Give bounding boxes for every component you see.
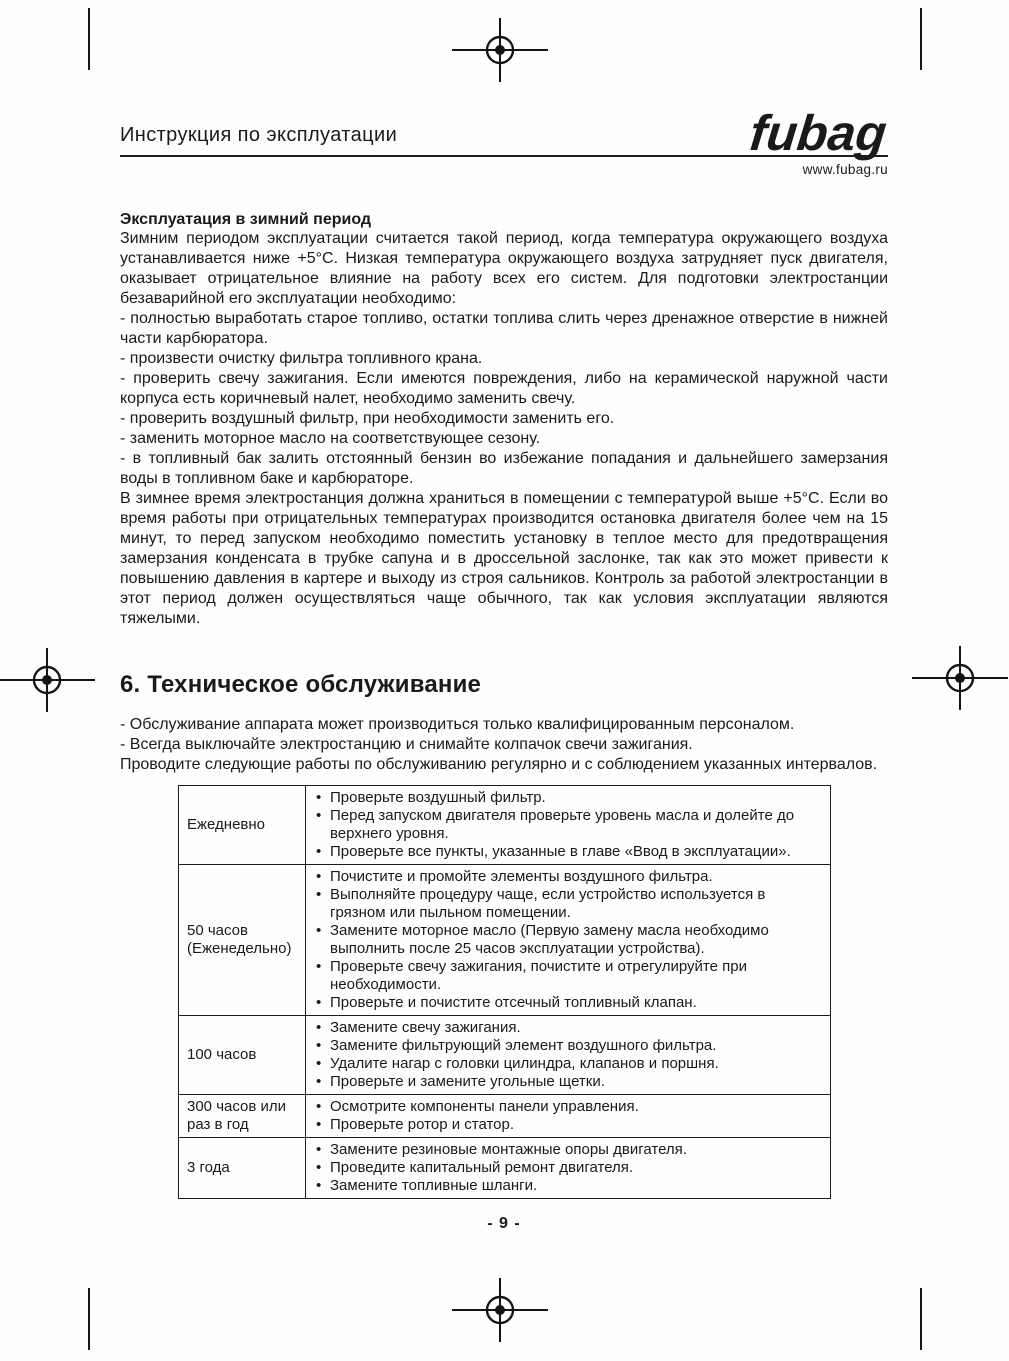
winter-paragraph: - проверить свечу зажигания. Если имеются повреждения, либо на керамической наружной части корпуса есть коричневый налет, необходимо заменить свечу.: [120, 369, 888, 407]
maintenance-table-body: [179, 785, 831, 1198]
page-number: - 9 -: [487, 1214, 521, 1232]
tasks-cell: [306, 785, 831, 864]
interval-cell: 50 часов (Еженедельно): [179, 864, 306, 1015]
winter-paragraph: - проверить воздушный фильтр, при необходимости заменить его.: [120, 409, 615, 427]
maintenance-intro: [120, 715, 888, 775]
maintenance-table-row: [179, 1094, 831, 1137]
maintenance-table-row: [179, 1137, 831, 1198]
winter-section-body: [120, 229, 888, 629]
task-item: • Почистите и промойте элементы воздушного фильтра.: [314, 868, 822, 886]
interval-cell: 300 часов или раз в год: [179, 1094, 306, 1137]
header: [120, 105, 890, 177]
registration-mark-left: [0, 648, 95, 712]
task-item: • Перед запуском двигателя проверьте уровень масла и долейте до верхнего уровня.: [314, 807, 822, 843]
maintenance-table-row: [179, 1015, 831, 1094]
tasks-cell: [306, 1015, 831, 1094]
task-item: • Проверьте воздушный фильтр.: [314, 789, 822, 807]
content-column: [120, 105, 890, 1233]
task-item: • Замените фильтрующий элемент воздушного фильтра.: [314, 1037, 822, 1055]
winter-paragraph: - заменить моторное масло на соответствующее сезону.: [120, 429, 541, 447]
task-item: • Выполняйте процедуру чаще, если устройство используется в грязном или пыльном помещении.: [314, 886, 822, 922]
tasks-cell: [306, 1094, 831, 1137]
winter-paragraph: - полностью выработать старое топливо, остатки топлива слить через дренажное отверстие в нижней части карбюратора.: [120, 309, 888, 347]
interval-cell: 3 года: [179, 1137, 306, 1198]
tasks-list: [314, 1098, 822, 1134]
registration-mark-bottom: [452, 1278, 548, 1342]
task-item: • Проверьте и замените угольные щетки.: [314, 1073, 822, 1091]
maintenance-table: [178, 785, 831, 1199]
maintenance-intro-line: Проводите следующие работы по обслуживанию регулярно и с соблюдением указанных интервалов.: [120, 755, 878, 773]
crop-mark-top-left: [88, 8, 90, 70]
task-item: • Проверьте и почистите отсечный топливный клапан.: [314, 994, 822, 1012]
tasks-cell: [306, 1137, 831, 1198]
maintenance-section-heading: 6. Техническое обслуживание: [120, 670, 482, 698]
task-item: • Удалите нагар с головки цилиндра, клапанов и поршня.: [314, 1055, 822, 1073]
winter-paragraph: - в топливный бак залить отстоянный бензин во избежание попадания и дальнейшего замерзания воды в топливном баке и карбюраторе.: [120, 449, 888, 487]
tasks-list: [314, 1141, 822, 1195]
maintenance-intro-line: - Всегда выключайте электростанцию и снимайте колпачок свечи зажигания.: [120, 735, 693, 753]
winter-paragraph: - произвести очистку фильтра топливного крана.: [120, 349, 483, 367]
winter-paragraph: Зимним периодом эксплуатации считается такой период, когда температура окружающего воздуха устанавливается ниже +5°С. Низкая температура окружающего воздуха затрудняет пуск двигателя, оказывает отрицательное влияние на работу всех его систем. Для подготовки электростанции безаварийной его эксплуатации необходимо:: [120, 229, 888, 307]
interval-cell: Ежедневно: [179, 785, 306, 864]
task-item: • Проверьте ротор и статор.: [314, 1116, 822, 1134]
task-item: • Проверьте все пункты, указанные в главе «Ввод в эксплуатации».: [314, 843, 822, 861]
task-item: • Осмотрите компоненты панели управления.: [314, 1098, 822, 1116]
task-item: • Замените моторное масло (Первую замену масла необходимо выполнить после 25 часов эксплуатации устройства).: [314, 922, 822, 958]
tasks-list: [314, 868, 822, 1012]
task-item: • Замените резиновые монтажные опоры двигателя.: [314, 1141, 822, 1159]
crop-mark-bottom-right: [920, 1288, 922, 1350]
maintenance-table-row: [179, 864, 831, 1015]
tasks-list: [314, 789, 822, 861]
task-item: • Проверьте свечу зажигания, почистите и отрегулируйте при необходимости.: [314, 958, 822, 994]
maintenance-table-row: [179, 785, 831, 864]
winter-paragraph: В зимнее время электростанция должна храниться в помещении с температурой выше +5°С. Если во время работы при отрицательных температурах производится остановка двигателя более чем на 15 минут, то перед запуском необходимо поместить установку в теплое место для предотвращения замерзания конденсата в трубке сапуна и в дроссельной заслонке, так как это может привести к повышению давления в картере и выходу из строя сальников. Контроль за работой электростанции в этот период должен осуществляться чаще обычного, так как условия эксплуатации являются тяжелыми.: [120, 489, 888, 627]
maintenance-intro-line: - Обслуживание аппарата может производиться только квалифицированным персоналом.: [120, 715, 795, 733]
crop-mark-top-right: [920, 8, 922, 70]
website-url: www.fubag.ru: [802, 161, 888, 177]
header-rule: [120, 105, 890, 161]
interval-cell: 100 часов: [179, 1015, 306, 1094]
tasks-list: [314, 1019, 822, 1091]
fubag-logo: fubag: [747, 105, 890, 161]
tasks-cell: [306, 864, 831, 1015]
task-item: • Проведите капитальный ремонт двигателя.: [314, 1159, 822, 1177]
registration-mark-right: [912, 646, 1008, 710]
registration-mark-top: [452, 18, 548, 82]
winter-section-heading: Эксплуатация в зимний период: [120, 210, 372, 228]
task-item: • Замените свечу зажигания.: [314, 1019, 822, 1037]
crop-mark-bottom-left: [88, 1288, 90, 1350]
task-item: • Замените топливные шланги.: [314, 1177, 822, 1195]
doc-title: Инструкция по эксплуатации: [120, 123, 398, 146]
